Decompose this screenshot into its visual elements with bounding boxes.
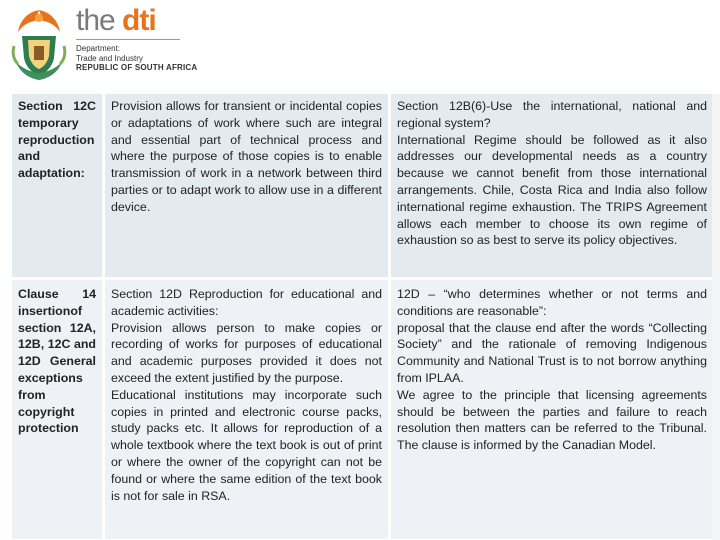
page-edge (712, 94, 720, 540)
comment-cell (388, 94, 713, 277)
page-header (0, 0, 720, 92)
dept-name: Trade and Industry (76, 53, 143, 63)
row-label: Section 12C temporary reproduction and adaptation: (12, 94, 102, 277)
brand-name: dti (122, 4, 156, 37)
content-table (12, 94, 713, 539)
provision-text: Provision allows person to make copies or recording of works for purposes of educational and academic purposes provided it does not exceed the extent justified by the purpose. (111, 320, 382, 385)
dept-label: Department: (76, 44, 121, 53)
republic-name: REPUBLIC OF SOUTH AFRICA (76, 63, 198, 72)
comment-text: International Regime should be followed as it also addresses our developmental needs as a country because we cannot benefit from those international arrangements. Chile, Costa Rica and India also follow international regime exhaustion. The TRIPS Agreement allows each member to choose its own regime of exhaustion so as best to serve its policy objectives. (397, 132, 707, 248)
provision-text: Section 12D Reproduction for educational and academic activities: (111, 287, 382, 318)
provision-cell (102, 94, 388, 277)
brand-prefix: the (76, 4, 123, 37)
comment-text: We agree to the principle that licensing agreements should be between the parties and failure to reach resolution then matters can be referred to the Tribunal. The clause is informed by the Canadian Model. (397, 387, 707, 453)
department-text (76, 44, 197, 73)
brand-divider (76, 39, 180, 40)
coat-of-arms-icon (8, 6, 70, 84)
table-row (12, 94, 713, 277)
row-label: Clause 14 insertionof section 12A, 12B, 12C and 12D General exceptions from copyright protection (12, 277, 102, 539)
comment-text: Section 12B(6)-Use the international, national and regional system? (397, 99, 707, 130)
brand-wordmark (76, 4, 156, 38)
provision-text: Educational institutions may incorporate such copies in printed and electronic course packs, study packs etc. It allows for reproduction of a whole textbook where the text book is out of print or where the owner of the copyright can not be found or where the same edition of the text book is not for sale in RSA. (111, 387, 382, 503)
comment-text: 12D – “who determines whether or not terms and conditions are reasonable”: (397, 287, 707, 318)
provision-cell (102, 277, 388, 539)
table-row (12, 277, 713, 539)
provision-text: Provision allows for transient or incidental copies or adaptations of work where such are integral and essential part of technical process and where the purpose of those copies is to enable transmission of work in a network between third parties or to adapt work to allow use in a different device. (111, 99, 382, 214)
comment-cell (388, 277, 713, 539)
comment-text: proposal that the clause end after the words “Collecting Society” and the rationale of removing Indigenous Community and National Trust is to not borrow anything from IPLAA. (397, 320, 707, 385)
